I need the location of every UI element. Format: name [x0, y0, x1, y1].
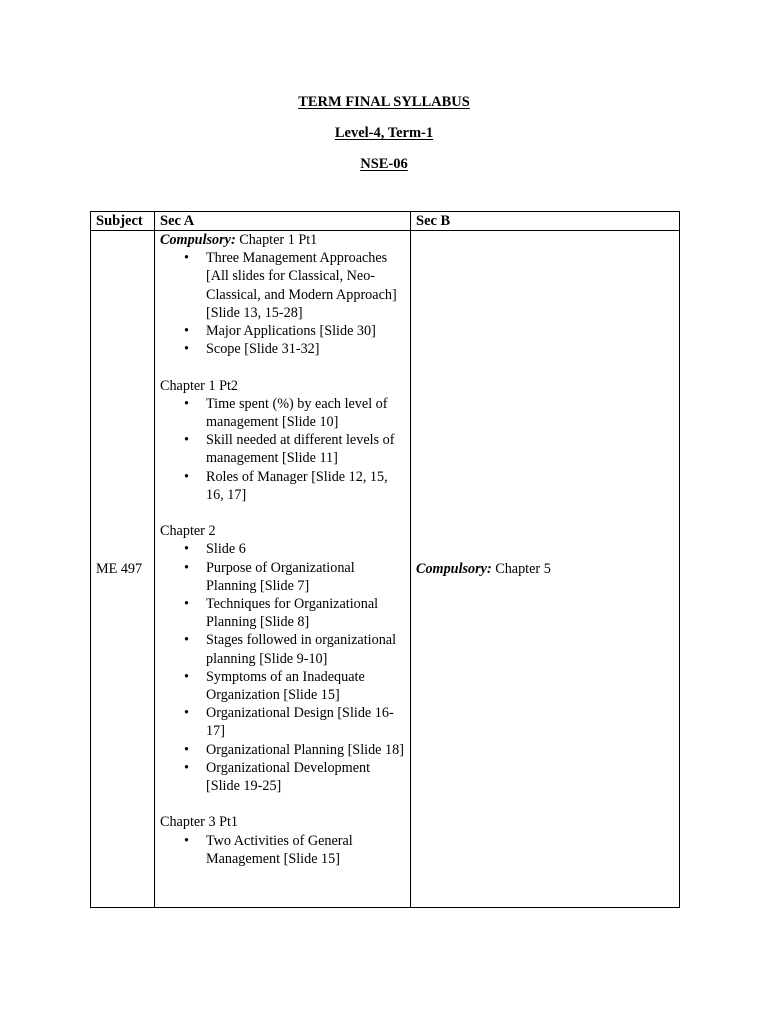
column-header-subject: Subject [91, 212, 155, 231]
list-item: • Organizational Design [Slide 16-17] [160, 704, 405, 740]
sec-b-chapter: Chapter 5 [491, 560, 551, 577]
chapter-block [160, 813, 405, 868]
topic-list [160, 540, 405, 795]
compulsory-label: Compulsory: [160, 232, 236, 248]
table-row [91, 231, 680, 908]
column-header-sec-a: Sec A [155, 212, 411, 231]
course-code-heading: NSE-06 [360, 156, 408, 172]
list-item: • Techniques for Organizational Planning [Slide 8] [160, 595, 405, 631]
level-term-heading: Level-4, Term-1 [334, 125, 434, 141]
list-item: • Scope [Slide 31-32] [160, 340, 405, 358]
chapter-block [160, 522, 405, 795]
list-item: • Slide 6 [160, 540, 405, 558]
chapter-title [160, 377, 405, 395]
chapter-block [160, 377, 405, 504]
list-item: • Organizational Planning [Slide 18] [160, 741, 405, 759]
compulsory-label: Compulsory: [416, 560, 492, 577]
sec-a-cell [155, 231, 411, 908]
list-item: • Three Management Approaches [All slides for Classical, Neo-Classical, and Modern Approach] [Slide 13, 15-28] [160, 249, 405, 322]
list-item: • Purpose of Organizational Planning [Slide 7] [160, 559, 405, 595]
list-item: • Organizational Development [Slide 19-25] [160, 759, 405, 795]
topic-list [160, 249, 405, 358]
chapter-block [160, 231, 405, 358]
chapter-title [160, 231, 405, 249]
syllabus-table [90, 211, 680, 908]
document-title: TERM FINAL SYLLABUS [298, 94, 470, 110]
sec-a-topics [160, 231, 405, 868]
chapter-title [160, 522, 405, 540]
list-item: • Skill needed at different levels of management [Slide 11] [160, 431, 405, 467]
table-header-row [91, 212, 680, 231]
list-item: • Major Applications [Slide 30] [160, 322, 405, 340]
chapter-title-text: Chapter 2 [160, 523, 216, 540]
chapter-title [160, 813, 405, 831]
chapter-title-text: Chapter 1 Pt2 [160, 377, 239, 394]
chapter-title-text: Chapter 1 Pt1 [235, 232, 318, 248]
list-item: • Time spent (%) by each level of management [Slide 10] [160, 395, 405, 431]
list-item: • Stages followed in organizational planning [Slide 9-10] [160, 631, 405, 667]
list-item: • Two Activities of General Management [Slide 15] [160, 832, 405, 868]
column-header-sec-b: Sec B [411, 212, 680, 231]
topic-list [160, 395, 405, 504]
list-item: • Symptoms of an Inadequate Organization [Slide 15] [160, 668, 405, 704]
chapter-title-text: Chapter 3 Pt1 [160, 814, 239, 831]
list-item: • Roles of Manager [Slide 12, 15, 16, 17] [160, 468, 405, 504]
topic-list [160, 832, 405, 868]
subject-cell: ME 497 [91, 231, 155, 908]
sec-b-cell [411, 231, 680, 908]
